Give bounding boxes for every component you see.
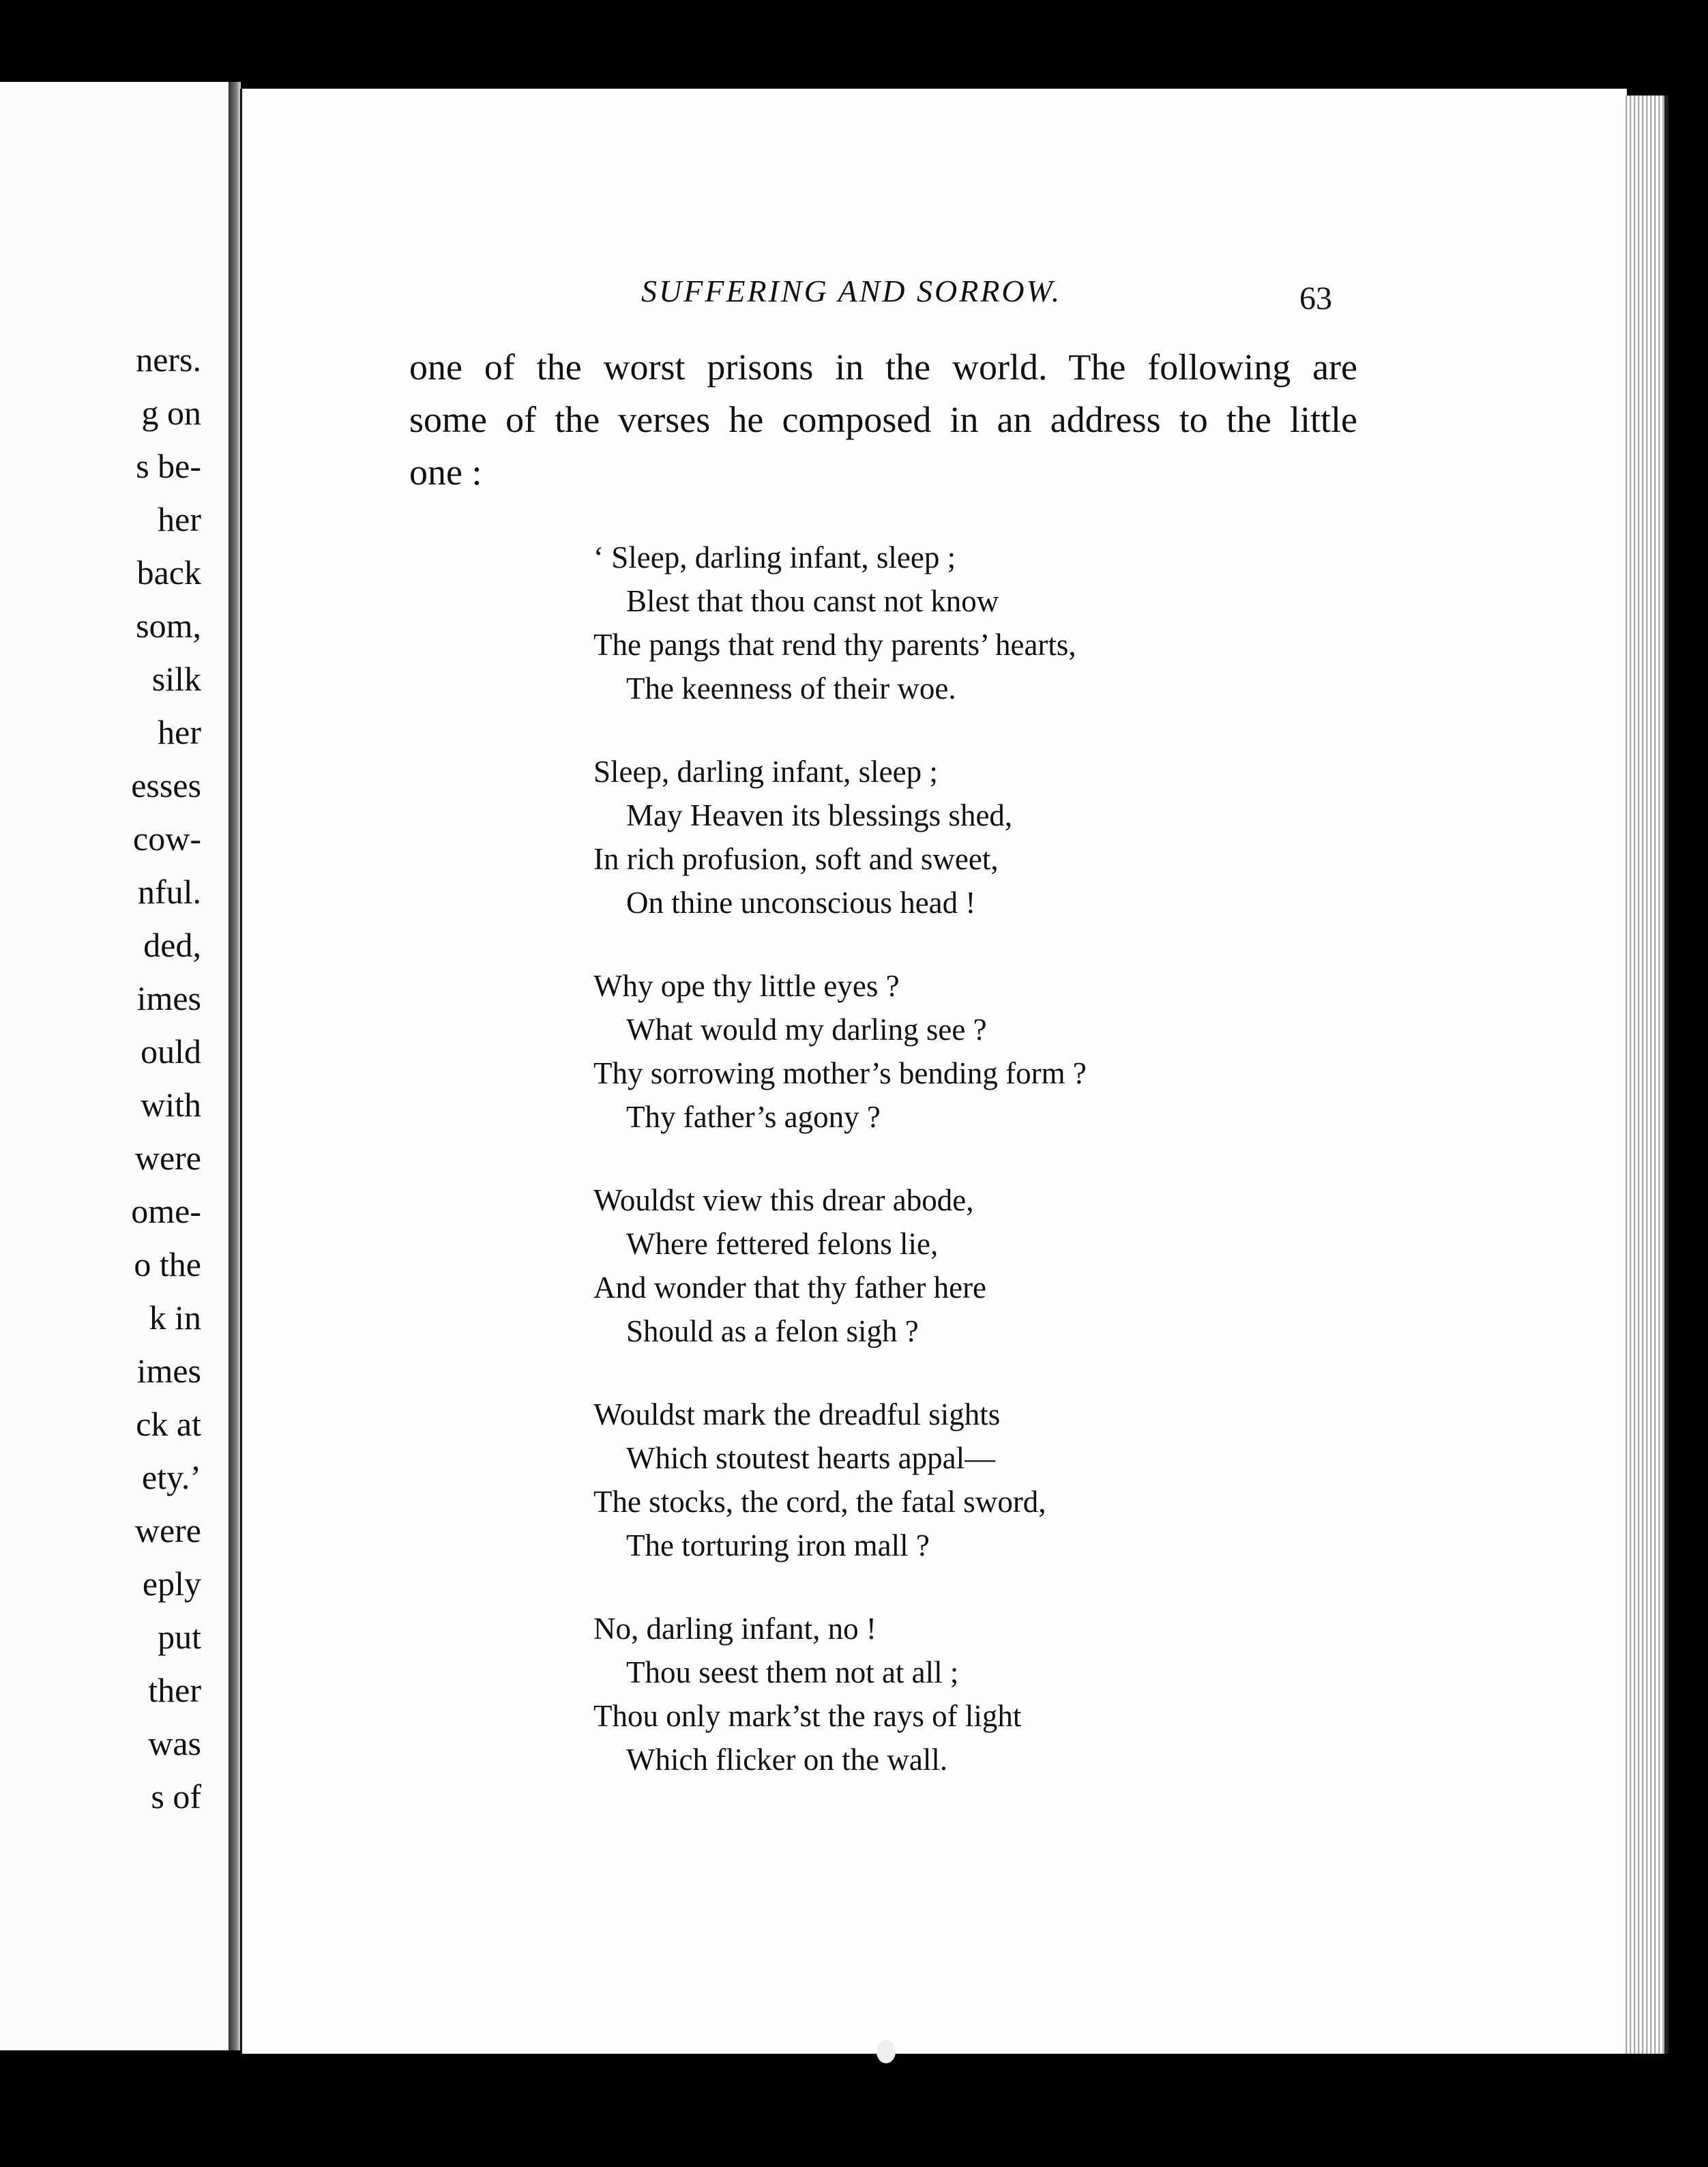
- left-page-line: ded,: [143, 926, 201, 964]
- left-page-line: s be-: [136, 447, 201, 485]
- poem-line: No, darling infant, no !: [593, 1612, 877, 1646]
- page-number: 63: [1299, 280, 1332, 317]
- left-page-line: s of: [151, 1777, 201, 1816]
- poem-line: The torturing iron mall ?: [626, 1528, 930, 1562]
- poem-line: On thine unconscious head !: [626, 886, 976, 920]
- left-page-line: o the: [134, 1245, 201, 1283]
- poem-line: And wonder that thy father here: [593, 1270, 987, 1305]
- left-page-line: ety.’: [142, 1458, 201, 1496]
- poem-line: What would my darling see ?: [626, 1013, 987, 1047]
- poem-line: May Heaven its blessings shed,: [626, 798, 1013, 832]
- poem-line: Where fettered felons lie,: [626, 1227, 939, 1261]
- left-page-line: her: [158, 500, 201, 538]
- left-page-text: [131, 333, 201, 1823]
- poem-line: Blest that thou canst not know: [626, 584, 999, 618]
- left-page-line: ome-: [131, 1192, 201, 1230]
- left-page-line: cow-: [133, 819, 201, 858]
- left-page-line: k in: [149, 1298, 201, 1337]
- prose-paragraph: [409, 341, 1357, 499]
- left-page-line: back: [136, 553, 201, 592]
- left-page-line: imes: [136, 1352, 201, 1390]
- poem-line: The keenness of their woe.: [626, 671, 956, 706]
- poem-line: Should as a felon sigh ?: [626, 1314, 919, 1348]
- poem-line: Thy father’s agony ?: [626, 1100, 881, 1134]
- poem-stanza: [593, 1393, 1087, 1567]
- left-page: [0, 82, 231, 2050]
- poem-line: Which flicker on the wall.: [626, 1743, 948, 1777]
- poem-stanza: [593, 536, 1087, 710]
- running-header: SUFFERING AND SORROW.: [641, 274, 1062, 308]
- prose-line: some of the verses he composed in an address to the little: [409, 399, 1357, 440]
- poem: [593, 536, 1087, 1821]
- poem-line: Thou seest them not at all ;: [626, 1655, 959, 1689]
- left-page-line: was: [148, 1724, 201, 1762]
- left-page-line: g on: [141, 394, 201, 432]
- left-page-line: esses: [131, 766, 201, 804]
- left-page-line: silk: [151, 660, 201, 698]
- book-gutter: [229, 82, 241, 2050]
- dust-speck: [877, 2040, 896, 2063]
- poem-line: The pangs that rend thy parents’ hearts,: [593, 628, 1076, 662]
- poem-line: Why ope thy little eyes ?: [593, 969, 900, 1003]
- poem-line: Sleep, darling infant, sleep ;: [593, 755, 938, 789]
- left-page-line: were: [134, 1139, 201, 1177]
- left-page-line: som,: [136, 607, 201, 645]
- poem-line: Which stoutest hearts appal—: [626, 1441, 996, 1475]
- left-page-line: ners.: [136, 340, 201, 379]
- left-page-line: imes: [136, 979, 201, 1017]
- left-page-line: her: [158, 713, 201, 751]
- left-page-line: were: [134, 1511, 201, 1550]
- left-page-line: ck at: [136, 1405, 201, 1443]
- poem-line: Wouldst view this drear abode,: [593, 1183, 974, 1217]
- poem-stanza: [593, 750, 1087, 925]
- poem-line: Wouldst mark the dreadful sights: [593, 1397, 1001, 1431]
- poem-stanza: [593, 1178, 1087, 1353]
- poem-stanza: [593, 964, 1087, 1139]
- poem-line: In rich profusion, soft and sweet,: [593, 842, 999, 876]
- left-page-line: eply: [142, 1565, 201, 1603]
- left-page-line: nful.: [137, 873, 201, 911]
- poem-line: Thy sorrowing mother’s bending form ?: [593, 1056, 1087, 1090]
- prose-line: one of the worst prisons in the world. The following are: [409, 347, 1357, 388]
- left-page-line: put: [158, 1618, 201, 1656]
- poem-line: The stocks, the cord, the fatal sword,: [593, 1485, 1046, 1519]
- poem-line: Thou only mark’st the rays of light: [593, 1699, 1022, 1733]
- left-page-line: ould: [141, 1032, 201, 1071]
- poem-line: ‘ Sleep, darling infant, sleep ;: [593, 540, 956, 575]
- left-page-line: ther: [148, 1671, 201, 1709]
- left-page-line: with: [141, 1086, 201, 1124]
- poem-stanza: [593, 1607, 1087, 1781]
- prose-line: one :: [409, 452, 482, 493]
- page-edge: [1623, 96, 1668, 2054]
